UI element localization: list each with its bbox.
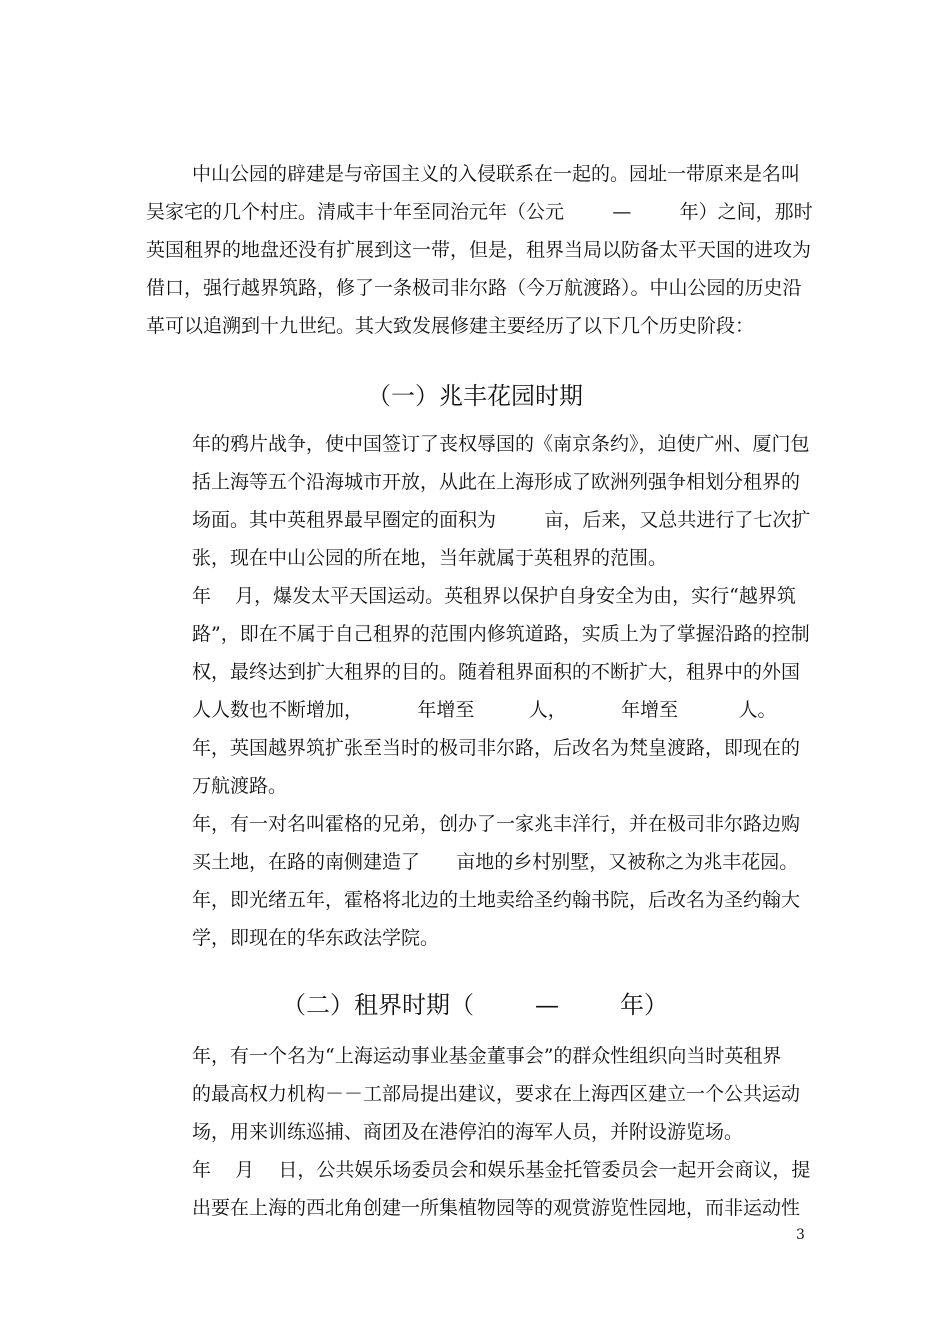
section1-line-7: 权，最终达到扩大租界的目的。随着租界面积的不断扩大，租界中的外国 xyxy=(192,661,801,683)
section2-line-4: 年 月 日，公共娱乐场委员会和娱乐基金托管委员会一起开会商议，提 xyxy=(192,1159,811,1181)
intro-line-2: 吴家宅的几个村庄。清咸丰十年至同治元年（公元 — 年）之间，那时 xyxy=(146,201,813,223)
section2-line-1: 年，有一个名为“上海运动事业基金董事会”的群众性组织向当时英租界 xyxy=(192,1045,782,1067)
section1-line-13: 年，即光绪五年，霍格将北边的土地卖给圣约翰书院，后改名为圣约翰大 xyxy=(192,889,801,911)
section1-line-10: 万航渡路。 xyxy=(192,775,288,797)
section1-line-3: 场面。其中英租界最早圈定的面积为 亩，后来，又总共进行了七次扩 xyxy=(192,509,811,531)
section2-line-2: 的最高权力机构－－工部局提出建议，要求在上海西区建立一个公共运动 xyxy=(192,1083,801,1105)
section1-line-12: 买土地，在路的南侧建造了 亩地的乡村别墅，又被称之为兆丰花园。 xyxy=(192,851,799,873)
section1-line-5: 年 月，爆发太平天国运动。英租界以保护自身安全为由，实行“越界筑 xyxy=(192,585,796,607)
section1-line-6: 路”，即在不属于自己租界的范围内修筑道路，实质上为了掌握沿路的控制 xyxy=(192,623,810,645)
section2-line-3: 场，用来训练巡捕、商团及在港停泊的海军人员，并附设游览场。 xyxy=(192,1121,744,1143)
section1-line-14: 学，即现在的华东政法学院。 xyxy=(192,927,440,949)
section2-heading: （二）租界时期（ — 年） xyxy=(281,991,669,1019)
page-number: 3 xyxy=(796,1227,805,1243)
section2-line-5: 出要在上海的西北角创建一所集植物园等的观赏游览性园地，而非运动性 xyxy=(192,1197,801,1219)
section1-line-8: 人人数也不断增加， 年增至 人， 年增至 人。 xyxy=(192,699,777,721)
section1-line-11: 年，有一对名叫霍格的兄弟，创办了一家兆丰洋行，并在极司非尔路边购 xyxy=(192,813,801,835)
section1-line-1: 年的鸦片战争，使中国签订了丧权辱国的《南京条约》，迫使广州、厦门包 xyxy=(192,433,810,455)
intro-line-4: 借口，强行越界筑路，修了一条极司非尔路（今万航渡路）。中山公园的历史沿 xyxy=(146,277,802,299)
section1-line-2: 括上海等五个沿海城市开放，从此在上海形成了欧洲列强争相划分租界的 xyxy=(192,471,801,493)
section1-heading: （一）兆丰花园时期 xyxy=(367,382,583,410)
section1-line-4: 张，现在中山公园的所在地，当年就属于英租界的范围。 xyxy=(192,547,668,569)
intro-line-1: 中山公园的辟建是与帝国主义的入侵联系在一起的。园址一带原来是名叫 xyxy=(192,163,801,185)
section1-line-9: 年，英国越界筑扩张至当时的极司非尔路，后改名为梵皇渡路，即现在的 xyxy=(192,737,801,759)
intro-line-5: 革可以追溯到十九世纪。其大致发展修建主要经历了以下几个历史阶段： xyxy=(146,315,755,337)
intro-line-3: 英国租界的地盘还没有扩展到这一带，但是，租界当局以防备太平天国的进攻为 xyxy=(146,239,812,261)
